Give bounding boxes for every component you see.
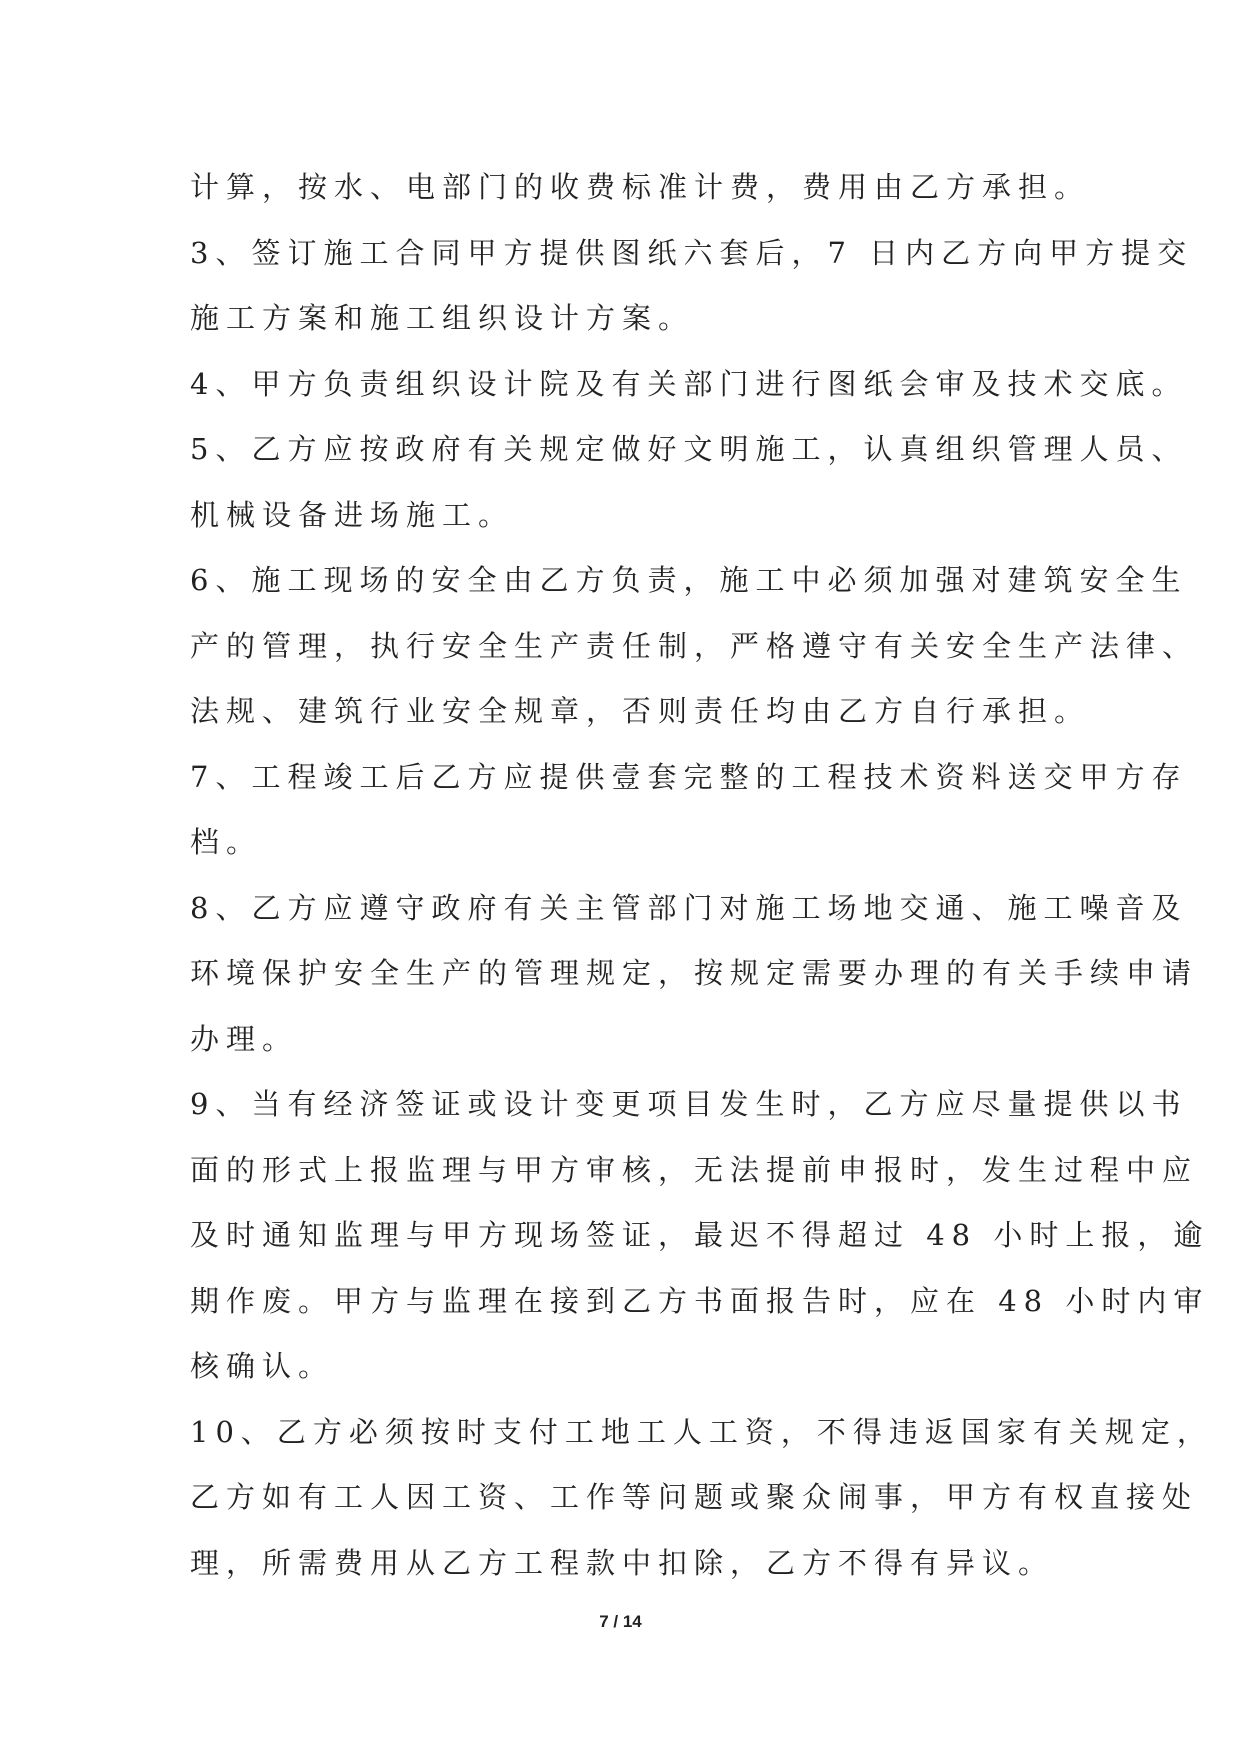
text-line: 6、施工现场的安全由乙方负责，施工中必须加强对建筑安全生: [190, 563, 1188, 597]
text-line: 产的管理，执行安全生产责任制，严格遵守有关安全生产法律、: [190, 628, 1199, 663]
page-number: 7 / 14: [599, 1612, 642, 1631]
text-line: 及时通知监理与甲方现场签证，最迟不得超过 48 小时上报，逾: [190, 1218, 1210, 1252]
text-line: 机械设备进场施工。: [190, 497, 515, 532]
text-line: 乙方如有工人因工资、工作等问题或聚众闹事，甲方有权直接处: [190, 1480, 1199, 1514]
text-line: 10、乙方必须按时支付工地工人工资，不得违返国家有关规定，: [190, 1414, 1213, 1449]
text-line: 办理。: [190, 1021, 299, 1056]
text-line: 8、乙方应遵守政府有关主管部门对施工场地交通、施工噪音及: [190, 890, 1188, 925]
text-line: 法规、建筑行业安全规章，否则责任均由乙方自行承担。: [190, 694, 1091, 728]
text-line: 理，所需费用从乙方工程款中扣除，乙方不得有异议。: [190, 1545, 1055, 1580]
text-line: 档。: [190, 825, 263, 859]
text-line: 5、乙方应按政府有关规定做好文明施工，认真组织管理人员、: [190, 432, 1188, 466]
text-line: 核确认。: [190, 1349, 335, 1383]
text-line: 4、甲方负责组织设计院及有关部门进行图纸会审及技术交底。: [190, 366, 1188, 401]
text-line: 期作废。甲方与监理在接到乙方书面报告时，应在 48 小时内审: [190, 1283, 1210, 1318]
text-line: 9、当有经济签证或设计变更项目发生时，乙方应尽量提供以书: [190, 1087, 1188, 1121]
text-line: 7、工程竣工后乙方应提供壹套完整的工程技术资料送交甲方存: [190, 759, 1188, 794]
text-line: 环境保护安全生产的管理规定，按规定需要办理的有关手续申请: [190, 956, 1199, 990]
text-line: 3、签订施工合同甲方提供图纸六套后，7 日内乙方向甲方提交: [190, 235, 1194, 270]
text-line: 面的形式上报监理与甲方审核，无法提前申报时，发生过程中应: [190, 1152, 1199, 1187]
text-line: 施工方案和施工组织设计方案。: [190, 301, 695, 335]
text-line: 计算，按水、电部门的收费标准计费，费用由乙方承担。: [190, 170, 1091, 204]
body-text: [190, 155, 1213, 1596]
